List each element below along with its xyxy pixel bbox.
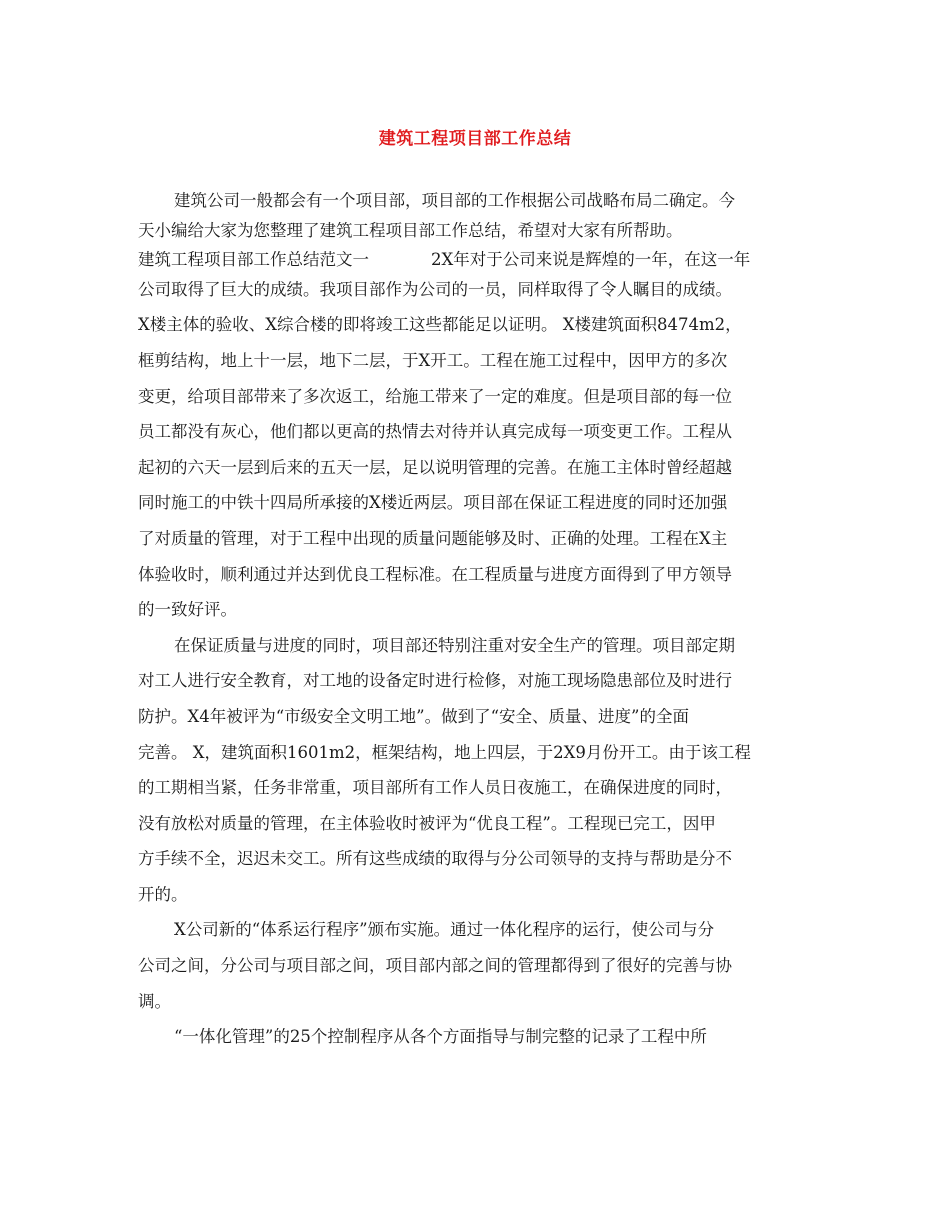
- paragraph-line: 的一致好评。: [138, 600, 237, 620]
- paragraph-line: 没有放松对质量的管理，在主体验收时被评为“优良工程”。工程现已完工，因甲: [138, 813, 716, 833]
- paragraph-line: [138, 245, 820, 275]
- paragraph-line: 起初的六天一层到后来的五天一层，足以说明管理的完善。在施工主体时曾经超越: [138, 457, 732, 477]
- paragraph-line: 公司取得了巨大的成绩。我项目部作为公司的一员，同样取得了令人瞩目的成绩。: [138, 279, 732, 299]
- paragraph-line: 体验收时，顺利通过并达到优良工程标准。在工程质量与进度方面得到了甲方领导: [138, 564, 732, 584]
- paragraph-line: 天小编给大家为您整理了建筑工程项目部工作总结，希望对大家有所帮助。: [138, 220, 683, 240]
- paragraph-line: 公司之间，分公司与项目部之间，项目部内部之间的管理都得到了很好的完善与协: [138, 956, 732, 976]
- paragraph-line: “一体化管理”的25个控制程序从各个方面指导与制完整的记录了工程中所: [174, 1027, 707, 1047]
- document-body: [138, 186, 820, 1052]
- paragraph-line: 对工人进行安全教育，对工地的设备定时进行检修，对施工现场隐患部位及时进行: [138, 671, 732, 691]
- paragraph-line: 了对质量的管理，对于工程中出现的质量问题能够及时、正确的处理。工程在X主: [138, 528, 728, 548]
- paragraph-line: X公司新的“体系运行程序”颁布实施。通过一体化程序的运行，使公司与分: [174, 920, 715, 940]
- section-heading: 建筑工程项目部工作总结范文一: [138, 250, 369, 270]
- document-title: 建筑工程项目部工作总结: [378, 129, 572, 149]
- paragraph-line-text: 2X年对于公司来说是辉煌的一年，在这一年: [431, 250, 751, 270]
- paragraph-line: 完善。 X，建筑面积1601m2，框架结构，地上四层，于2X9月份开工。由于该工程: [138, 742, 751, 762]
- paragraph-line: 在保证质量与进度的同时，项目部还特别注重对安全生产的管理。项目部定期: [174, 635, 735, 655]
- paragraph-line: 调。: [138, 991, 171, 1011]
- paragraph-line: 框剪结构，地上十一层，地下二层，于X开工。工程在施工过程中，因甲方的多次: [138, 350, 728, 370]
- paragraph-line: 的工期相当紧，任务非常重，项目部所有工作人员日夜施工，在确保进度的同时，: [138, 778, 732, 798]
- paragraph-line: 防护。X4年被评为“市级安全文明工地”。做到了“安全、质量、进度”的全面: [138, 706, 689, 726]
- paragraph-line: 员工都没有灰心，他们都以更高的热情去对待并认真完成每一项变更工作。工程从: [138, 422, 732, 442]
- paragraph-line: 变更，给项目部带来了多次返工，给施工带来了一定的难度。但是项目部的每一位: [138, 386, 732, 406]
- paragraph-line: 同时施工的中铁十四局所承接的X楼近两层。项目部在保证工程进度的同时还加强: [138, 493, 728, 513]
- paragraph-line: 建筑公司一般都会有一个项目部，项目部的工作根据公司战略布局二确定。今: [174, 191, 735, 210]
- paragraph-line: X楼主体的验收、X综合楼的即将竣工这些都能足以证明。 X楼建筑面积8474m2，: [138, 315, 742, 335]
- paragraph-line: 开的。: [138, 884, 188, 904]
- paragraph-line: 方手续不全，迟迟未交工。所有这些成绩的取得与分公司领导的支持与帮助是分不: [138, 849, 732, 869]
